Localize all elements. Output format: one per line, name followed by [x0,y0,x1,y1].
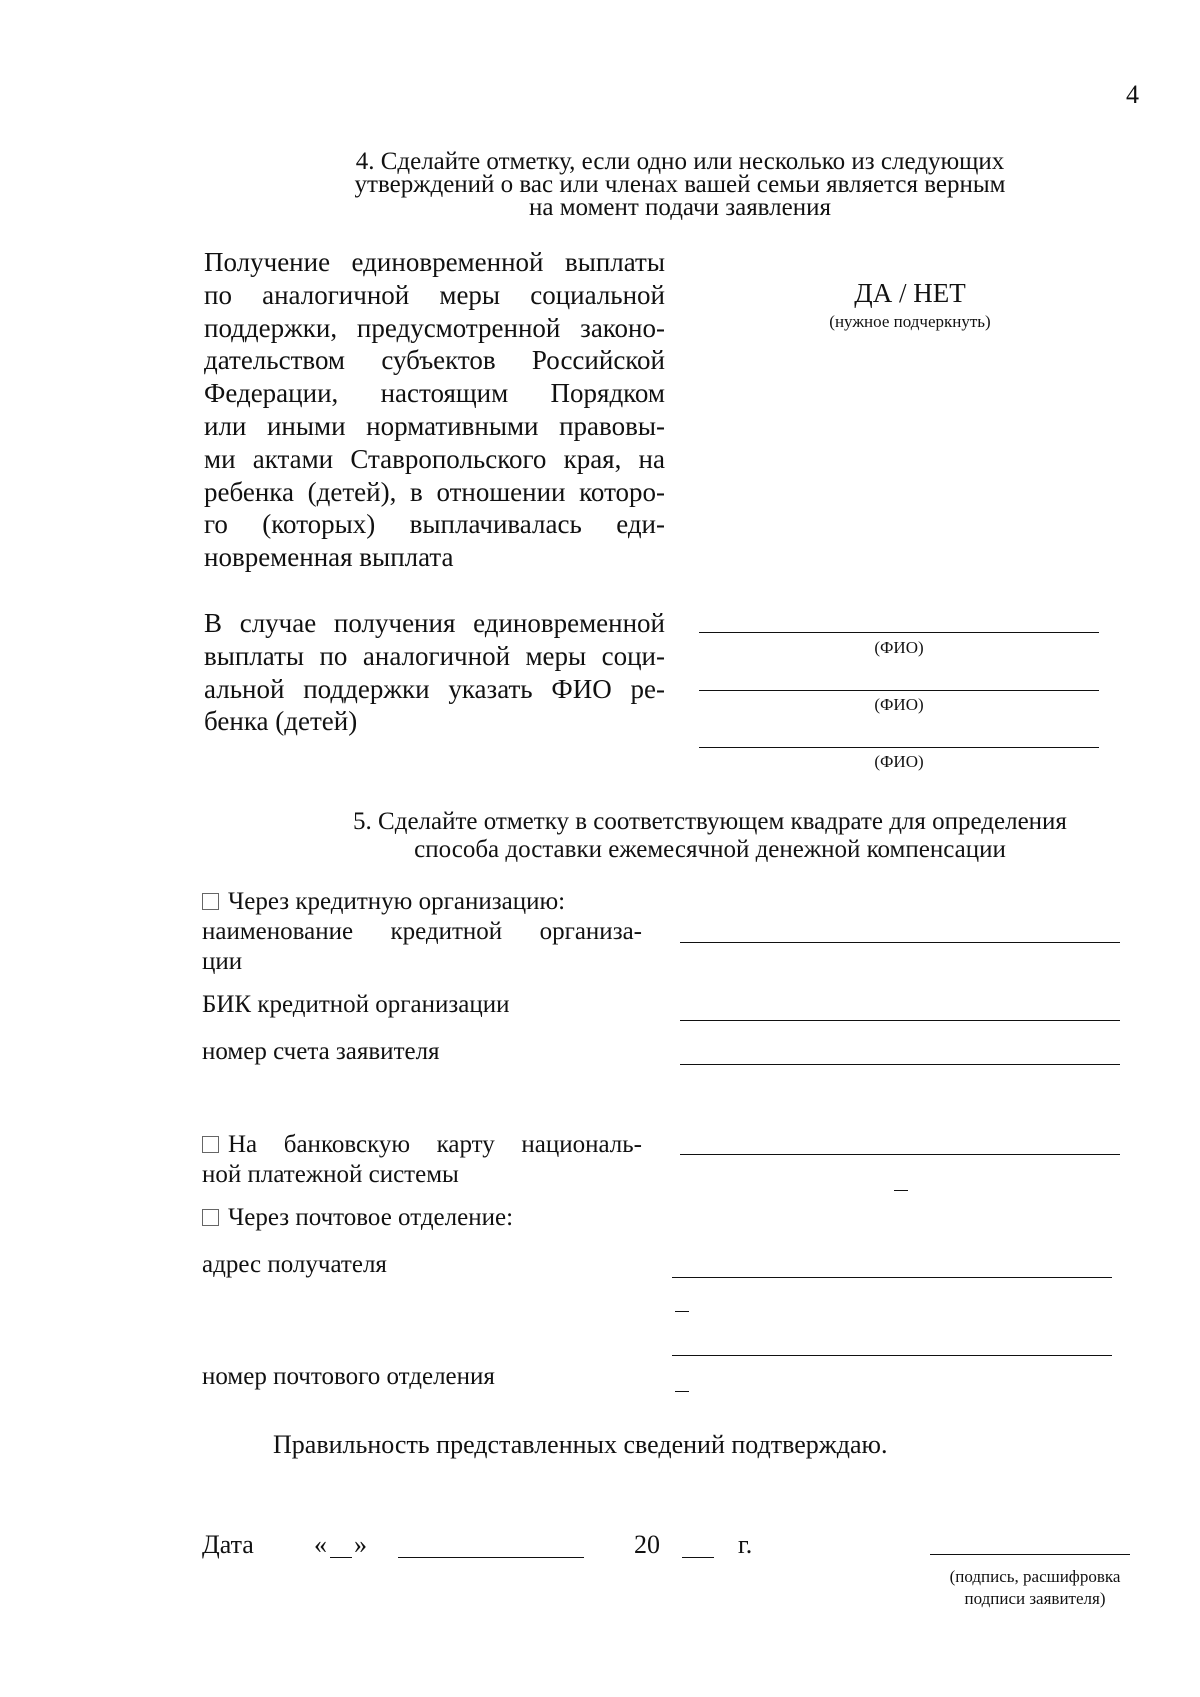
date-year-prefix: 20 [634,1530,660,1559]
question-line: или иными нормативными правовы- [204,410,665,441]
section-5-heading-line: 5. Сделайте отметку в соответствующем квадрате для определения [353,808,1067,835]
post-number-label: номер почтового отделения [202,1363,495,1390]
post-option-checkbox[interactable] [202,1209,219,1226]
fio-prompt [204,607,665,738]
fio-field-2[interactable] [699,690,1099,691]
fio-field-3[interactable] [699,747,1099,748]
fio-prompt-line: выплаты по аналогичной меры соци- [204,640,665,671]
credit-name-line: наименование кредитной организа- [202,918,642,945]
credit-option[interactable] [202,887,642,917]
question-line: поддержки, предусмотренной законо- [204,312,665,343]
card-option-checkbox[interactable] [202,1136,219,1153]
signature-field[interactable] [930,1554,1130,1555]
credit-option-label: Через кредитную организацию: [228,888,566,915]
confirmation-text: Правильность представленных сведений подтверждаю. [273,1430,888,1459]
card-option[interactable] [202,1130,642,1190]
credit-name-line: ции [202,948,243,975]
question-line: ребенка (детей), в отношении которо- [204,476,665,507]
post-number-dash[interactable] [675,1391,689,1392]
address-label: адрес получателя [202,1251,387,1278]
section-5-heading-line: способа доставки ежемесячной денежной компенсации [414,836,1006,863]
card-field[interactable] [680,1154,1120,1155]
fio-prompt-line: бенка (детей) [204,706,358,737]
question-line: Получение единовременной выплаты [204,247,665,277]
card-option-line: ной платежной системы [202,1161,459,1188]
signature-caption [900,1566,1170,1610]
section-5-heading [290,808,1130,864]
question-line: го (которых) выплачивалась еди- [204,509,665,540]
question-line: по аналогичной меры социальной [204,279,665,310]
signature-caption-line: подписи заявителя) [964,1589,1106,1608]
yes-no-hint: (нужное подчеркнуть) [829,312,991,331]
date-year-suffix: г. [738,1530,753,1559]
address-field-2[interactable] [672,1355,1112,1356]
date-year-blank[interactable] [682,1557,714,1558]
signature-caption-line: (подпись, расшифровка [949,1567,1121,1586]
address-field[interactable] [672,1277,1112,1278]
bik-label: БИК кредитной организации [202,991,510,1018]
fio-label-2: (ФИО) [874,695,924,714]
account-label: номер счета заявителя [202,1038,440,1065]
yes-no-answer[interactable]: ДА / НЕТ [854,278,966,308]
question-line: Федерации, настоящим Порядком [204,378,665,409]
account-field[interactable] [680,1064,1120,1065]
date-close-quote: » [354,1530,367,1559]
bik-field[interactable] [680,1020,1120,1021]
section-4-heading-line: 4. Сделайте отметку, если одно или несколько из следующих [355,148,1005,175]
date-day-blank[interactable] [330,1557,352,1558]
section-4-heading-line: на момент подачи заявления [529,194,831,221]
credit-name-label [202,917,642,977]
single-payment-question [204,246,665,574]
fio-label-3: (ФИО) [874,752,924,771]
date-open-quote: « [314,1530,327,1559]
fio-prompt-line: альной поддержки указать ФИО ре- [204,673,665,704]
post-option-label: Через почтовое отделение: [228,1204,514,1231]
fio-label-1: (ФИО) [874,638,924,657]
card-field-dash [894,1190,908,1191]
credit-option-checkbox[interactable] [202,893,219,910]
address-field-dash [675,1311,689,1312]
question-line: новременная выплата [204,542,454,573]
post-option[interactable] [202,1203,642,1233]
card-option-line: На банковскую карту националь- [228,1131,642,1158]
date-month-blank[interactable] [398,1557,584,1558]
page-number: 4 [1126,80,1139,109]
date-row [202,1530,762,1566]
section-4-heading-line: утверждений о вас или членах вашей семьи является верным [354,171,1006,198]
fio-field-1[interactable] [699,632,1099,633]
date-label: Дата [202,1530,254,1559]
section-4-heading [300,150,1060,219]
question-line: ми актами Ставропольского края, на [204,443,665,474]
credit-name-field[interactable] [680,942,1120,943]
question-line: дательством субъектов Российской [204,345,665,376]
fio-prompt-line: В случае получения единовременной [204,608,665,638]
